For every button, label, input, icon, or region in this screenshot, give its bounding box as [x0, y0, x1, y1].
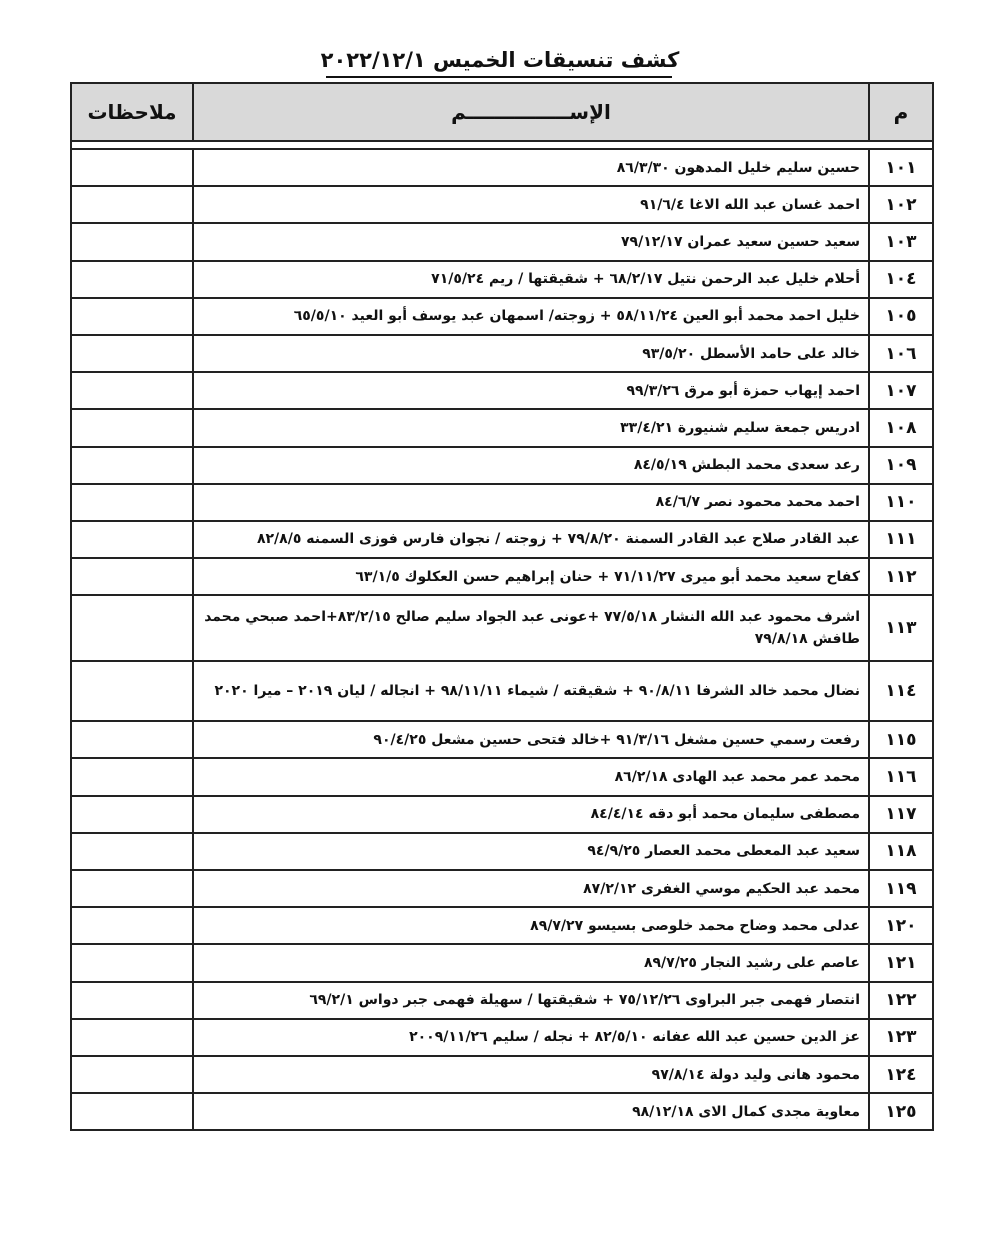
row-notes — [71, 944, 193, 981]
row-notes — [71, 870, 193, 907]
row-notes — [71, 447, 193, 484]
row-notes — [71, 335, 193, 372]
row-notes — [71, 982, 193, 1019]
row-notes — [71, 149, 193, 186]
row-notes — [71, 223, 193, 260]
row-name: احمد محمد محمود نصر ٨٤/٦/٧ — [193, 484, 869, 521]
row-name: رعد سعدى محمد البطش ٨٤/٥/١٩ — [193, 447, 869, 484]
row-notes — [71, 1019, 193, 1056]
row-number: ١١٥ — [869, 721, 933, 758]
header-spacer — [71, 141, 933, 149]
row-notes — [71, 186, 193, 223]
table-row — [71, 661, 933, 721]
row-name: محمد عبد الحكيم موسي الغفرى ٨٧/٢/١٢ — [193, 870, 869, 907]
table-row — [71, 833, 933, 870]
row-number: ١١٢ — [869, 558, 933, 595]
table-row — [71, 721, 933, 758]
row-name: معاوية مجدى كمال الاى ٩٨/١٢/١٨ — [193, 1093, 869, 1130]
row-name: احمد إيهاب حمزة أبو مرق ٩٩/٣/٢٦ — [193, 372, 869, 409]
row-number: ١٠١ — [869, 149, 933, 186]
table-row — [71, 944, 933, 981]
table-row — [71, 1056, 933, 1093]
row-notes — [71, 661, 193, 721]
row-notes — [71, 796, 193, 833]
row-number: ١٢٤ — [869, 1056, 933, 1093]
row-notes — [71, 484, 193, 521]
row-notes — [71, 261, 193, 298]
row-notes — [71, 907, 193, 944]
header-number: م — [869, 83, 933, 141]
row-name: نضال محمد خالد الشرفا ٩٠/٨/١١ + شقيقته / شيماء ٩٨/١١/١١ + انجاله / ليان ٢٠١٩ – ميرا ٢٠٢٠ — [193, 661, 869, 721]
row-name: مصطفى سليمان محمد أبو دقه ٨٤/٤/١٤ — [193, 796, 869, 833]
row-number: ١١٤ — [869, 661, 933, 721]
row-number: ١٢٢ — [869, 982, 933, 1019]
table-row — [71, 261, 933, 298]
row-name: محمد عمر محمد عبد الهادى ٨٦/٢/١٨ — [193, 758, 869, 795]
row-notes — [71, 595, 193, 661]
row-name: عدلى محمد وضاح محمد خلوصى بسيسو ٨٩/٧/٢٧ — [193, 907, 869, 944]
table-body — [71, 141, 933, 1130]
row-number: ١١٨ — [869, 833, 933, 870]
table-row — [71, 1019, 933, 1056]
row-name: أحلام خليل عبد الرحمن نتيل ٦٨/٢/١٧ + شقيقتها / ريم ٧١/٥/٢٤ — [193, 261, 869, 298]
table-row — [71, 335, 933, 372]
row-name: احمد غسان عبد الله الاغا ٩١/٦/٤ — [193, 186, 869, 223]
row-name: عبد القادر صلاح عبد القادر السمنة ٧٩/٨/٢٠ + زوجته / نجوان فارس فوزى السمنه ٨٢/٨/٥ — [193, 521, 869, 558]
row-name: عاصم على رشيد النجار ٨٩/٧/٢٥ — [193, 944, 869, 981]
row-number: ١١٦ — [869, 758, 933, 795]
row-number: ١٢٥ — [869, 1093, 933, 1130]
row-name: اشرف محمود عبد الله النشار ٧٧/٥/١٨ +عونى عبد الجواد سليم صالح ٨٣/٢/١٥+احمد صبحي محمد طافش ٧٩/٨/١٨ — [193, 595, 869, 661]
row-notes — [71, 372, 193, 409]
row-name: خليل احمد محمد أبو العين ٥٨/١١/٢٤ + زوجته/ اسمهان عبد يوسف أبو العيد ٦٥/٥/١٠ — [193, 298, 869, 335]
row-notes — [71, 1056, 193, 1093]
table-row — [71, 595, 933, 661]
row-name: محمود هانى وليد دولة ٩٧/٨/١٤ — [193, 1056, 869, 1093]
table-row — [71, 870, 933, 907]
header-notes: ملاحظات — [71, 83, 193, 141]
row-number: ١٢٣ — [869, 1019, 933, 1056]
row-name: انتصار فهمى جبر البراوى ٧٥/١٢/٢٦ + شقيقتها / سهيلة فهمى جبر دواس ٦٩/٢/١ — [193, 982, 869, 1019]
table-row — [71, 758, 933, 795]
row-notes — [71, 409, 193, 446]
row-name: عز الدين حسين عبد الله عفانه ٨٢/٥/١٠ + نجله / سليم ٢٠٠٩/١١/٢٦ — [193, 1019, 869, 1056]
row-name: خالد على حامد الأسطل ٩٣/٥/٢٠ — [193, 335, 869, 372]
table-row — [71, 521, 933, 558]
table-row — [71, 409, 933, 446]
names-table — [70, 82, 934, 1131]
title-underline — [326, 76, 672, 78]
row-number: ١٢٠ — [869, 907, 933, 944]
row-number: ١١٩ — [869, 870, 933, 907]
table-header-row — [71, 83, 933, 141]
row-notes — [71, 758, 193, 795]
header-name: الإســـــــــــــــم — [193, 83, 869, 141]
table-row — [71, 223, 933, 260]
row-number: ١١٠ — [869, 484, 933, 521]
row-number: ١٠٦ — [869, 335, 933, 372]
row-number: ١٠٣ — [869, 223, 933, 260]
table-row — [71, 907, 933, 944]
row-number: ١٠٢ — [869, 186, 933, 223]
row-number: ١٠٧ — [869, 372, 933, 409]
table-row — [71, 796, 933, 833]
row-notes — [71, 298, 193, 335]
row-number: ١١٣ — [869, 595, 933, 661]
row-notes — [71, 558, 193, 595]
table-row — [71, 484, 933, 521]
row-notes — [71, 521, 193, 558]
row-name: ادريس جمعة سليم شنيورة ٣٣/٤/٢١ — [193, 409, 869, 446]
row-number: ١١٧ — [869, 796, 933, 833]
table-row — [71, 298, 933, 335]
row-name: سعيد عبد المعطى محمد العصار ٩٤/٩/٢٥ — [193, 833, 869, 870]
row-name: رفعت رسمي حسين مشغل ٩١/٣/١٦ +خالد فتحى حسين مشعل ٩٠/٤/٢٥ — [193, 721, 869, 758]
row-notes — [71, 1093, 193, 1130]
table-row — [71, 447, 933, 484]
row-number: ١٠٩ — [869, 447, 933, 484]
table-row — [71, 558, 933, 595]
table-row — [71, 372, 933, 409]
row-notes — [71, 721, 193, 758]
table-row — [71, 1093, 933, 1130]
table-row — [71, 149, 933, 186]
row-number: ١٢١ — [869, 944, 933, 981]
row-number: ١٠٥ — [869, 298, 933, 335]
row-number: ١١١ — [869, 521, 933, 558]
row-number: ١٠٨ — [869, 409, 933, 446]
document-title: كشف تنسيقات الخميس ٢٠٢٢/١٢/١ — [320, 48, 680, 72]
row-name: كفاح سعيد محمد أبو ميرى ٧١/١١/٢٧ + حنان إبراهيم حسن العكلوك ٦٣/١/٥ — [193, 558, 869, 595]
table-row — [71, 186, 933, 223]
row-name: سعيد حسين سعيد عمران ٧٩/١٢/١٧ — [193, 223, 869, 260]
row-name: حسين سليم خليل المدهون ٨٦/٣/٣٠ — [193, 149, 869, 186]
row-number: ١٠٤ — [869, 261, 933, 298]
row-notes — [71, 833, 193, 870]
table-row — [71, 982, 933, 1019]
